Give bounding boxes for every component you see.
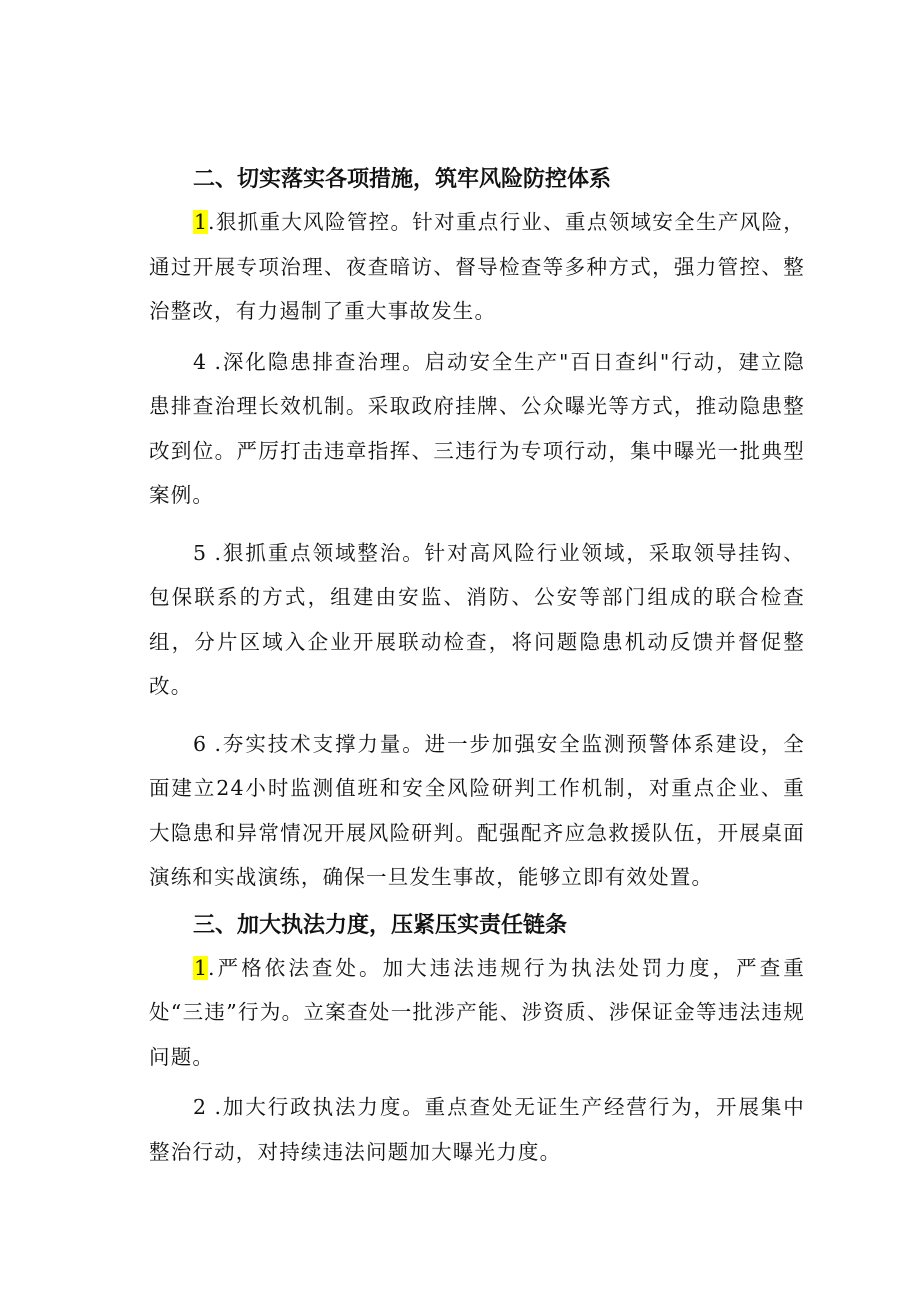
paragraph-item [149,946,805,1080]
item-text: 深化隐患排查治理。启动安全生产"百日查纠"行动，建立隐患排查治理长效机制。采取政府挂牌、公众曝光等方式，推动隐患整改到位。严厉打击违章指挥、三违行为专项行动，集中曝光一批典型案例。 [149,349,805,507]
section-heading-2: 二、切实落实各项措施，筑牢风险防控体系 [193,167,612,192]
item-text: 狠抓重点领域整治。针对高风险行业领域，采取领导挂钩、包保联系的方式，组建由安监、消防、公安等部门组成的联合检查组，分片区域入企业开展联动检查，将问题隐患机动反馈并督促整改。 [149,540,805,698]
item-number-highlighted: 1 [194,210,208,234]
item-number: 2 [193,1095,207,1119]
item-separator: . [206,349,223,374]
item-number-highlighted: 1 [194,955,208,980]
section-heading-3: 三、加大执法力度，压紧压实责任链条 [193,912,568,938]
item-text: 夯实技术支撑力量。进一步加强安全监测预警体系建设，全面建立24小时监测值班和安全风险研判工作机制，对重点企业、重大隐患和异常情况开展风险研判。配强配齐应急救援队伍，开展桌面演练和实战演练，确保一旦发生事故，能够立即有效处置。 [149,731,805,889]
paragraph-item [149,200,805,334]
item-separator: . [206,731,223,756]
item-text: 狠抓重大风险管控。针对重点行业、重点领域安全生产风险，通过开展专项治理、夜查暗访、督导检查等多种方式，强力管控、整治整改，有力遏制了重大事故发生。 [149,210,805,323]
item-number: 4 [193,349,207,374]
item-separator: . [206,1095,223,1119]
item-separator: . [206,540,223,565]
document-body [149,160,805,1187]
item-text: 加大行政执法力度。重点查处无证生产经营行为，开展集中整治行动，对持续违法问题加大曝光力度。 [149,1095,805,1164]
paragraph-item [149,1085,805,1174]
paragraph-item [149,340,805,518]
paragraph-item [149,531,805,709]
paragraph-item [149,722,805,900]
item-text: 严格依法查处。加大违法违规行为执法处罚力度，严查重处“三违”行为。立案查处一批涉产能、涉资质、涉保证金等违法违规问题。 [149,955,805,1069]
item-separator: . [208,955,216,980]
item-separator: . [208,210,216,234]
item-number: 6 [193,731,207,756]
item-number: 5 [193,540,207,565]
